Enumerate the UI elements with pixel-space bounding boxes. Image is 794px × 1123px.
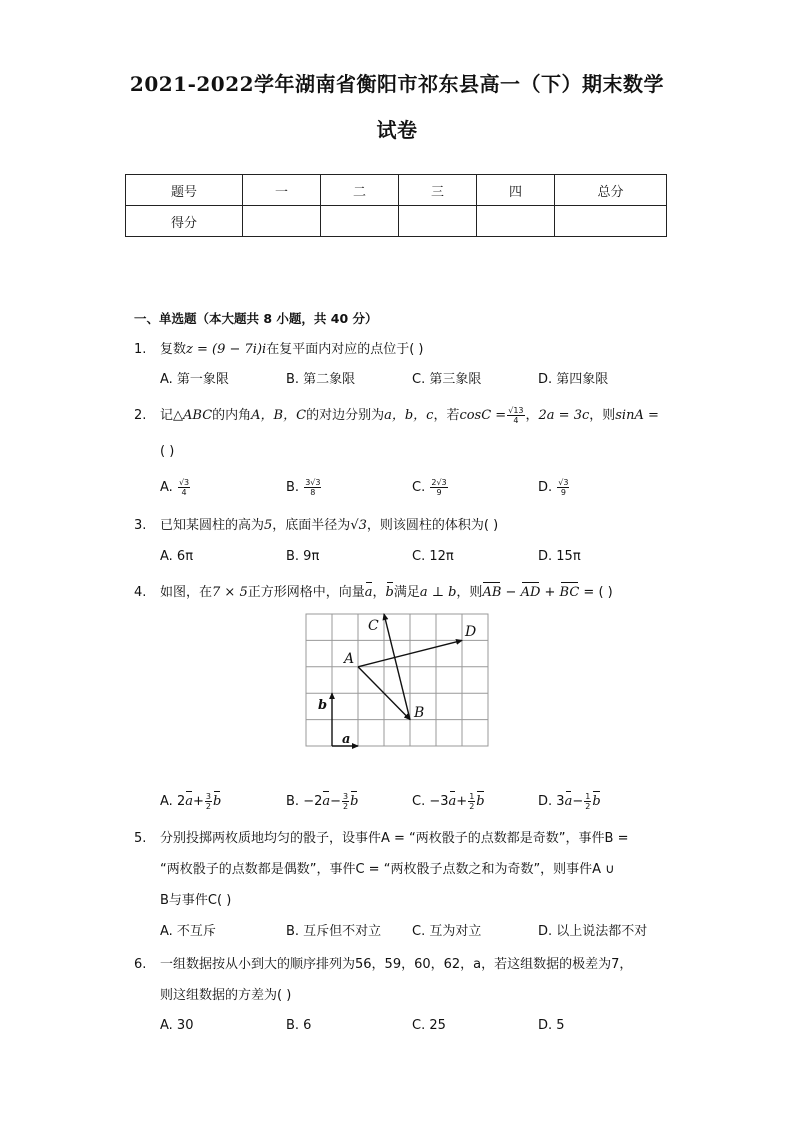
option-d: [538, 478, 570, 498]
score-cell: [555, 206, 667, 237]
score-header-cell: 一: [243, 175, 321, 206]
question-3: [134, 516, 498, 536]
math-operator: −: [330, 794, 342, 809]
vector-label-b: b: [318, 698, 328, 713]
fraction-numerator: √3: [178, 478, 190, 487]
option-c: C. 12π: [412, 549, 454, 564]
vector-b: b: [476, 792, 484, 812]
option-a: [160, 478, 191, 498]
vector-b: b: [213, 792, 221, 812]
fraction: [584, 792, 591, 811]
vector-b: b: [386, 583, 394, 603]
math-expression: A，B，C: [251, 408, 307, 423]
question-6: [134, 955, 632, 975]
vector-a: a: [565, 792, 573, 812]
vector-ad: AD: [521, 583, 541, 603]
option-b: [286, 478, 322, 498]
math-expression: a，b，c: [384, 408, 434, 423]
vector-a: a: [449, 792, 457, 812]
option-b: B. 6: [286, 1018, 312, 1033]
score-table-header-row: [126, 175, 667, 206]
section-heading: 一、单选题（本大题共 8 小题，共 40 分）: [134, 311, 378, 326]
option-d: [538, 792, 601, 812]
question-number: 2.: [134, 408, 147, 423]
fraction-numerator: 1: [469, 792, 475, 801]
math-expression: 2a = 3c: [538, 408, 590, 423]
option-label: D.: [538, 480, 553, 495]
score-row-label: 得分: [126, 206, 243, 237]
question-text: 已知某圆柱的高为: [160, 518, 265, 533]
vector-b: b: [592, 792, 600, 812]
fraction-denominator: 8: [310, 488, 316, 497]
paper-title-line1: 2021-2022学年湖南省衡阳市祁东县高一（下）期末数学: [129, 72, 665, 96]
fraction: [205, 792, 212, 811]
question-number: 3.: [134, 518, 147, 533]
fraction-numerator: 2√3: [431, 478, 447, 487]
option-b: [286, 792, 358, 812]
fraction-denominator: 2: [585, 802, 591, 811]
question-text: ，: [525, 408, 539, 423]
question-text: ，底面半径为: [272, 518, 351, 533]
question-text: 的内角: [212, 408, 252, 423]
fraction-denominator: 9: [436, 488, 442, 497]
score-header-cell: 四: [477, 175, 555, 206]
score-table: [125, 174, 667, 237]
math-operator: −: [572, 794, 584, 809]
point-label-a: A: [344, 651, 355, 667]
question-number: 4.: [134, 585, 147, 600]
fraction-denominator: 4: [181, 488, 187, 497]
question-text: 的对边分别为: [306, 408, 385, 423]
fraction: [507, 406, 524, 425]
fraction-numerator: √3: [558, 478, 569, 487]
question-number: 1.: [134, 342, 147, 357]
fraction: [557, 478, 569, 497]
point-label-d: D: [465, 624, 477, 640]
grid-lines: [306, 614, 488, 746]
score-cell: [321, 206, 399, 237]
option-a: A. 6π: [160, 549, 194, 564]
option-label: A.: [160, 794, 173, 809]
option-label: D.: [538, 794, 553, 809]
option-a: A. 30: [160, 1018, 194, 1033]
option-a: [160, 792, 221, 812]
question-number: 5.: [134, 831, 147, 846]
math-expression: z = (9 − 7i)i: [186, 342, 267, 357]
option-b: B. 第二象限: [286, 372, 356, 387]
option-a: A. 不互斥: [160, 924, 216, 939]
math-operator: +: [456, 794, 468, 809]
score-header-cell: 总分: [555, 175, 667, 206]
fraction-denominator: 9: [560, 488, 566, 497]
math-expression: 7 × 5: [212, 585, 248, 600]
coefficient: −3: [429, 794, 449, 809]
math-expression: △ABC: [173, 408, 213, 423]
fraction: [304, 478, 321, 497]
point-label-b: B: [414, 705, 425, 721]
coefficient: 3: [556, 794, 565, 809]
question-text: = ( ): [579, 585, 613, 600]
option-d: D. 以上说法都不对: [538, 924, 648, 939]
vector-b: b: [350, 792, 358, 812]
question-2-paren: ( ): [160, 444, 175, 459]
fraction-denominator: 2: [343, 802, 349, 811]
question-text: 一组数据按从小到大的顺序排列为56，59，60，62，a，若这组数据的极差为7，: [160, 957, 633, 972]
option-d: D. 第四象限: [538, 372, 609, 387]
math-operator: +: [540, 585, 560, 600]
vector-a: a: [322, 792, 330, 812]
coefficient: −2: [303, 794, 323, 809]
question-1: [134, 340, 423, 360]
question-text: 如图，在: [160, 585, 213, 600]
math-expression: sinA =: [615, 408, 659, 423]
fraction-numerator: √13: [508, 406, 524, 415]
point-label-c: C: [368, 618, 379, 634]
vector-label-a: a: [342, 732, 351, 747]
option-c: C. 第三象限: [412, 372, 482, 387]
question-text: ，则该圆柱的体积为( ): [366, 518, 499, 533]
score-header-cell: 题号: [126, 175, 243, 206]
fraction-denominator: 2: [205, 802, 211, 811]
fraction: [342, 792, 349, 811]
fraction: [430, 478, 447, 497]
question-5-line2: “两枚骰子的点数都是偶数”，事件C = “两枚骰子点数之和为奇数”，则事件A ∪: [160, 862, 615, 877]
option-d: D. 5: [538, 1018, 565, 1033]
score-header-cell: 三: [399, 175, 477, 206]
question-5: [134, 829, 628, 849]
score-header-cell: 二: [321, 175, 399, 206]
option-c: C. 互为对立: [412, 924, 482, 939]
question-text: 在复平面内对应的点位于( ): [266, 342, 424, 357]
question-text: 记: [160, 408, 174, 423]
math-operator: +: [192, 794, 204, 809]
option-a: A. 第一象限: [160, 372, 229, 387]
fraction-denominator: 4: [513, 416, 519, 425]
question-text: ，则: [456, 585, 483, 600]
score-cell: [243, 206, 321, 237]
question-text: 复数: [160, 342, 187, 357]
vector-a: a: [185, 792, 193, 812]
vector-grid-figure: [304, 612, 492, 752]
score-cell: [399, 206, 477, 237]
option-label: B.: [286, 794, 300, 809]
question-text: 分别投掷两枚质地均匀的骰子，设事件A = “两枚骰子的点数都是奇数”，事件B =: [160, 831, 629, 846]
fraction-denominator: 2: [469, 802, 475, 811]
option-label: C.: [412, 794, 426, 809]
question-6-line2: 则这组数据的方差为( ): [160, 988, 292, 1003]
score-cell: [477, 206, 555, 237]
option-c: [412, 792, 485, 812]
question-text: ，若: [433, 408, 460, 423]
fraction-numerator: 1: [585, 792, 591, 801]
math-expression: 5: [264, 518, 273, 533]
question-text: 满足: [393, 585, 420, 600]
coefficient: 2: [176, 794, 186, 809]
option-b: B. 9π: [286, 549, 320, 564]
vector-a: a: [365, 583, 373, 603]
score-table-score-row: [126, 206, 667, 237]
fraction-numerator: 3√3: [305, 478, 321, 487]
question-5-line3: B与事件C( ): [160, 893, 232, 908]
paper-title-line2: 试卷: [376, 118, 418, 142]
question-text: ，则: [589, 408, 616, 423]
question-number: 6.: [134, 957, 147, 972]
vector-ab: AB: [482, 583, 501, 603]
question-4: [134, 583, 613, 603]
math-operator: −: [501, 585, 521, 600]
math-expression: √3: [350, 518, 367, 533]
question-text: 正方形网格中，向量: [247, 585, 365, 600]
option-d: D. 15π: [538, 549, 581, 564]
fraction-numerator: 3: [205, 792, 211, 801]
option-label: C.: [412, 480, 426, 495]
vector-bc: BC: [560, 583, 580, 603]
option-label: A.: [160, 480, 173, 495]
option-c: [412, 478, 449, 498]
question-text: ，: [372, 585, 386, 600]
option-b: B. 互斥但不对立: [286, 924, 382, 939]
math-expression: a ⊥ b: [419, 585, 457, 600]
option-c: C. 25: [412, 1018, 446, 1033]
fraction: [468, 792, 475, 811]
fraction: [178, 478, 190, 497]
option-label: B.: [286, 480, 300, 495]
fraction-numerator: 3: [343, 792, 349, 801]
question-2: [134, 406, 659, 426]
math-expression: cosC =: [459, 408, 507, 423]
